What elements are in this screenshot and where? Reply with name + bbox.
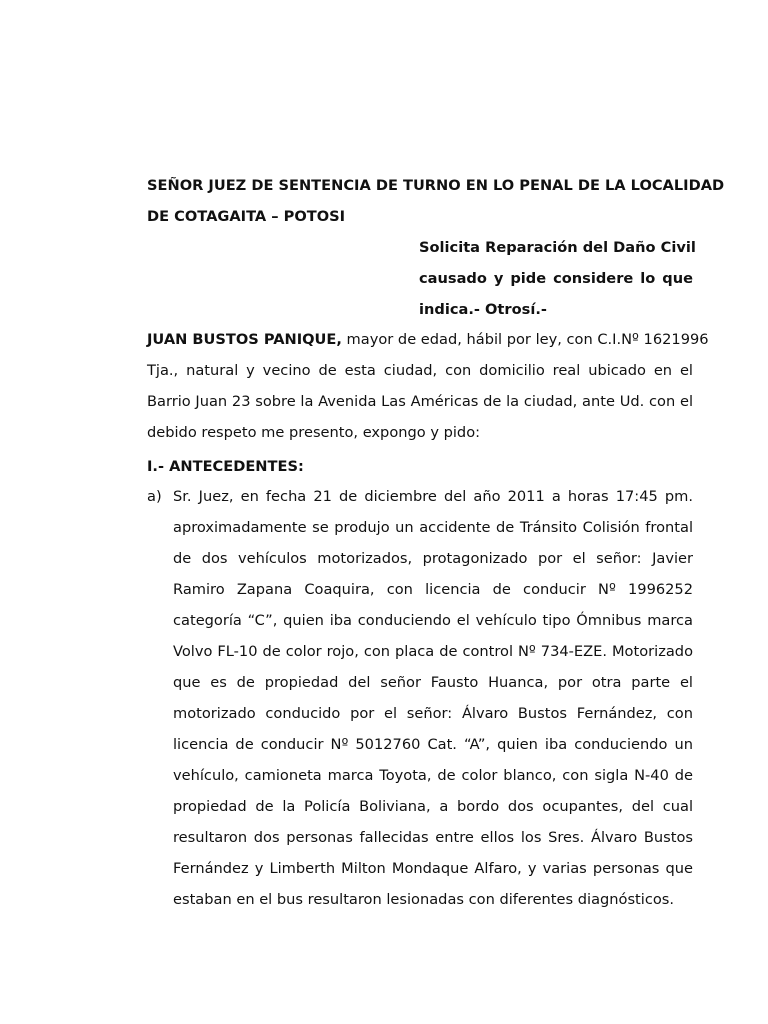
item-a-line: estaban en el bus resultaron lesionadas con diferentes diagnósticos. xyxy=(173,891,675,908)
item-a-line: de dos vehículos motorizados, protagonizado por el señor: Javier xyxy=(173,550,693,567)
section-title: I.- ANTECEDENTES: xyxy=(147,458,304,475)
item-a-line: motorizado conducido por el señor: Álvaro Bustos Fernández, con xyxy=(173,705,693,722)
item-a-line: aproximadamente se produjo un accidente de Tránsito Colisión frontal xyxy=(173,519,693,536)
item-a-line: propiedad de la Policía Boliviana, a bordo dos ocupantes, del cual xyxy=(173,798,693,815)
item-a-line: categoría “C”, quien iba conduciendo el vehículo tipo Ómnibus marca xyxy=(173,612,693,629)
item-a-line: Ramiro Zapana Coaquira, con licencia de conducir Nº 1996252 xyxy=(173,581,693,598)
item-a-line: licencia de conducir Nº 5012760 Cat. “A”, quien iba conduciendo un xyxy=(173,736,693,753)
intro-line-2: Tja., natural y vecino de esta ciudad, con domicilio real ubicado en el xyxy=(147,362,693,379)
list-item-a xyxy=(173,481,693,915)
item-a-line: vehículo, camioneta marca Toyota, de color blanco, con sigla N-40 de xyxy=(173,767,693,784)
header-line-1: SEÑOR JUEZ DE SENTENCIA DE TURNO EN LO PENAL DE LA LOCALIDAD xyxy=(147,177,725,194)
list-marker-a: a) xyxy=(147,488,162,505)
intro-line-1 xyxy=(147,324,709,355)
intro-line-1-rest: mayor de edad, hábil por ley, con C.I.Nº 1621996 xyxy=(341,331,709,348)
item-a-line: Sr. Juez, en fecha 21 de diciembre del año 2011 a horas 17:45 pm. xyxy=(173,488,693,505)
intro-line-3: Barrio Juan 23 sobre la Avenida Las Américas de la ciudad, ante Ud. con el xyxy=(147,393,693,410)
subject-line-1: Solicita Reparación del Daño Civil xyxy=(419,239,696,256)
subject-line-3: indica.- Otrosí.- xyxy=(419,301,547,318)
intro-line-4: debido respeto me presento, expongo y pido: xyxy=(147,424,481,441)
item-a-line: Volvo FL-10 de color rojo, con placa de control Nº 734-EZE. Motorizado xyxy=(173,643,693,660)
item-a-line: resultaron dos personas fallecidas entre ellos los Sres. Álvaro Bustos xyxy=(173,829,693,846)
header-line-2: DE COTAGAITA – POTOSI xyxy=(147,208,346,225)
petitioner-name: JUAN BUSTOS PANIQUE, xyxy=(147,331,342,348)
addressee-header xyxy=(147,170,725,232)
subject-block xyxy=(419,232,696,325)
item-a-line: Fernández y Limberth Milton Mondaque Alfaro, y varias personas que xyxy=(173,860,693,877)
subject-line-2: causado y pide considere lo que xyxy=(419,270,693,287)
intro-paragraph xyxy=(147,324,709,448)
item-a-line: que es de propiedad del señor Fausto Huanca, por otra parte el xyxy=(173,674,693,691)
